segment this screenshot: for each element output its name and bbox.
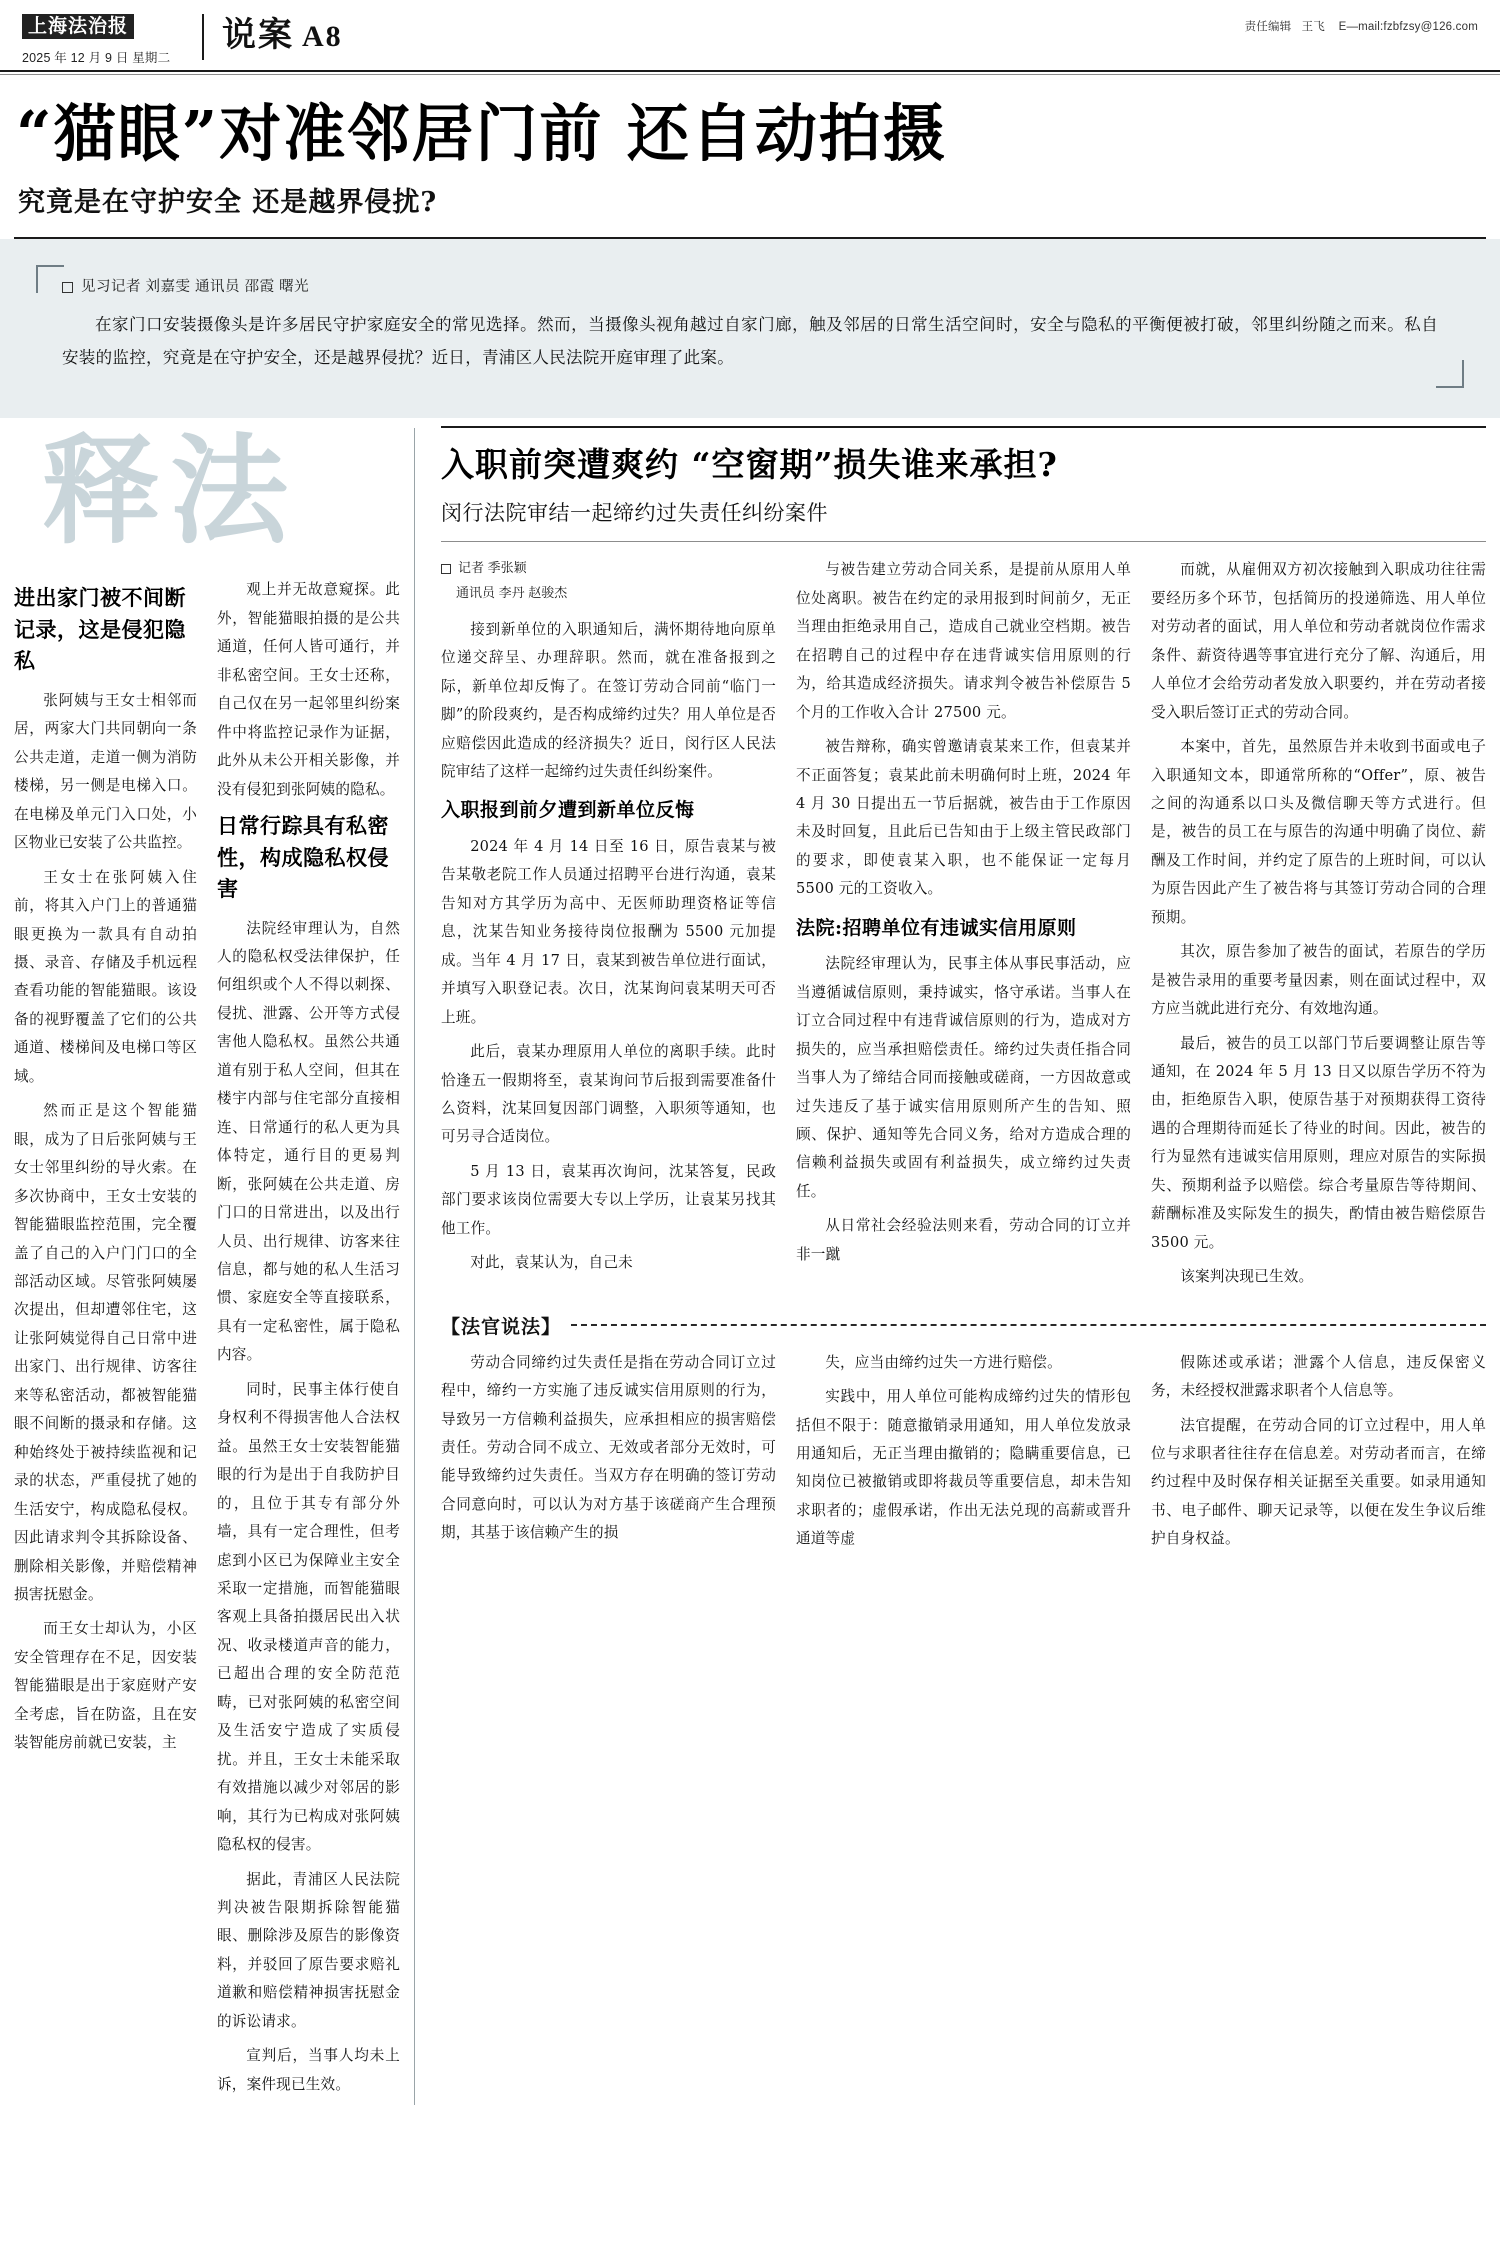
watermark-text: 释法 bbox=[42, 421, 299, 561]
paragraph: 法院经审理认为，民事主体从事民事活动，应当遵循诚信原则，秉持诚实，恪守承诺。当事人在订立合同过程中有违背诚信原则的行为，造成对方损失的，应当承担赔偿责任。缔约过失责任指合同当事人为了缔结合同而接触或磋商，一方因故意或过失违反了基于诚实信用原则所产生的告知、照顾、保护、通知等先合同义务，给对方造成合理的信赖利益损失或固有利益损失，成立缔约过失责任。 bbox=[796, 955, 1131, 1200]
editor-name: 王飞 bbox=[1301, 21, 1325, 33]
section-title-block bbox=[222, 14, 343, 55]
second-column-3 bbox=[1151, 556, 1486, 1297]
paragraph: 5 月 13 日，袁某再次询问，沈某答复，民政部门要求该岗位需要大专以上学历，让袁某另找其他工作。 bbox=[441, 1162, 776, 1237]
paragraph: 失，应当由缔约过失一方进行赔偿。 bbox=[825, 1353, 1062, 1371]
left-pane bbox=[14, 418, 414, 2105]
paragraph: 而就，从雇佣双方初次接触到入职成功往往需要经历多个环节，包括简历的投递筛选、用人单位对劳动者的面试，用人单位和劳动者就岗位作需求条件、薪资待遇等事宜进行充分了解、沟通后，用人单位才会给劳动者发放入职要约，并在劳动者接受入职后签订正式的劳动合同。 bbox=[1151, 561, 1486, 721]
judge-commentary-label: 【法官说法】 bbox=[441, 1315, 562, 1338]
paragraph: 据此，青浦区人民法院判决被告限期拆除智能猫眼、删除涉及原告的影像资料，并驳回了原告要求赔礼道歉和赔偿精神损害抚慰金的诉讼请求。 bbox=[217, 1870, 400, 2030]
judge-commentary-header bbox=[441, 1312, 1486, 1339]
main-byline-text: 见习记者 刘嘉雯 通讯员 邵霞 曙光 bbox=[81, 279, 310, 296]
main-section-heading-2: 日常行踪具有私密性，构成隐私权侵害 bbox=[217, 813, 389, 902]
second-byline bbox=[441, 556, 776, 605]
second-subheadline: 闵行法院审结一起缔约过失责任纠纷案件 bbox=[441, 501, 828, 526]
main-headline: “猫眼”对准邻居门前 还自动拍摄 bbox=[16, 97, 947, 170]
second-article-columns bbox=[441, 556, 1486, 1297]
second-byline-reporter: 记者 季张颖 bbox=[458, 560, 527, 576]
column-divider bbox=[414, 428, 415, 2105]
paragraph: 而王女士却认为，小区安全管理存在不足，因安装智能猫眼是出于家庭财产安全考虑，旨在防盗，且在安装智能房前就已安装，主 bbox=[14, 1620, 197, 1752]
second-byline-correspondent: 通讯员 李丹 赵骏杰 bbox=[456, 585, 568, 601]
second-article-top-rule bbox=[441, 426, 1486, 428]
paragraph: 与被告建立劳动合同关系，是提前从原用人单位处离职。被告在约定的录用报到时间前夕，无正当理由拒绝录用自己，造成自己就业空档期。被告在招聘自己的过程中存在违背诚实信用原则的行为，给其造成经济损失。请求判令被告补偿原告 5 个月的工作收入合计 27500 元。 bbox=[796, 561, 1131, 721]
paragraph: 劳动合同缔约过失责任是指在劳动合同订立过程中，缔约一方实施了违反诚实信用原则的行为，导致另一方信赖利益损失，应承担相应的损害赔偿责任。劳动合同不成立、无效或者部分无效时，可能导致缔约过失责任。当双方存在明确的签订劳动合同意向时，可以认为对方基于该磋商产生合理预期，其基于该信赖产生的损 bbox=[441, 1353, 776, 1542]
paragraph: 接到新单位的入职通知后，满怀期待地向原单位递交辞呈、办理辞职。然而，就在准备报到之际，新单位却反悔了。在签订劳动合同前“临门一脚”的阶段爽约，是否构成缔约过失？用人单位是否应赔偿因此造成的经济损失？近日，闵行区人民法院审结了这样一起缔约过失责任纠纷案件。 bbox=[441, 620, 776, 780]
paragraph: 法官提醒，在劳动合同的订立过程中，用人单位与求职者往往存在信息差。对劳动者而言，在缔约过程中及时保存相关证据至关重要。如录用通知书、电子邮件、聊天记录等，以便在发生争议后维护自身权益。 bbox=[1151, 1416, 1486, 1548]
paragraph: 被告辩称，确实曾邀请袁某来工作，但袁某并不正面答复；袁某此前未明确何时上班，2024 年 4 月 30 日提出五一节后据就，被告由于工作原因未及时回复，且此后已告知由于上级主管民政部门的要求，即使袁某入职，也不能保证一定每月 5500 元的工资收入。 bbox=[796, 738, 1131, 898]
paragraph: 本案中，首先，虽然原告并未收到书面或电子入职通知文本，即通常所称的“Offer”，原、被告之间的沟通系以口头及微信聊天等方式进行。但是，被告的员工在与原告的沟通中明确了岗位、薪酬及工作时间，并约定了原告的上班时间，可以认为原告因此产生了被告将与其签订劳动合同的合理预期。 bbox=[1151, 738, 1486, 926]
paragraph: 同时，民事主体行使自身权利不得损害他人合法权益。虽然王女士安装智能猫眼的行为是出于自我防护目的，且位于其专有部分外墙，具有一定合理性，但考虑到小区已为保障业主安全采取一定措施，而智能猫眼客观上具备拍摄居民出入状况、收录楼道声音的能力，已超出合理的安全防范范畴，已对张阿姨的私密空间及生活安宁造成了实质侵扰。并且，王女士未能采取有效措施以减少对邻居的影响，其行为已构成对张阿姨隐私权的侵害。 bbox=[217, 1380, 400, 1854]
publication-logo-block bbox=[22, 14, 202, 66]
masthead bbox=[0, 0, 1500, 65]
publication-logo: 上海法治报 bbox=[22, 14, 134, 39]
page-number: A8 bbox=[302, 20, 343, 53]
judge-column-2 bbox=[796, 1349, 1131, 1560]
main-byline bbox=[62, 275, 1438, 296]
paragraph: 2024 年 4 月 14 日至 16 日，原告袁某与被告某敬老院工作人员通过招聘平台进行沟通，袁某告知对方其学历为高中、无医师助理资格证等信息，沈某告知业务接待岗位报酬为 5500 元加提成。当年 4 月 17 日，袁某到被告单位进行面试，并填写入职登记表。次日，沈某询问袁某明天可否上班。 bbox=[441, 837, 776, 1026]
paragraph: 最后，被告的员工以部门节后要调整让原告等通知，在 2024 年 5 月 13 日又以原告学历不符为由，拒绝原告入职，使原告基于对预期获得工资待遇的合理期待而延长了待业的时间。因此，被告的行为显然有违诚实信用原则，理应对原告的实际损失、预期利益予以赔偿。综合考量原告等待期间、薪酬标准及实际发生的损失，酌情由被告赔偿原告 3500 元。 bbox=[1151, 1034, 1486, 1251]
lead-box bbox=[36, 265, 1464, 388]
body-area bbox=[0, 418, 1500, 2125]
editor-email: E—mail:fzbfzsy@126.com bbox=[1338, 21, 1478, 33]
dashed-rule bbox=[571, 1324, 1486, 1326]
second-column-2 bbox=[796, 556, 1131, 1297]
judge-column-3 bbox=[1151, 1349, 1486, 1560]
main-article-columns bbox=[14, 576, 400, 2105]
masthead-rule bbox=[0, 70, 1500, 72]
right-pane bbox=[427, 418, 1486, 2105]
main-headline-block bbox=[0, 75, 1500, 219]
paragraph: 王女士在张阿姨入住前，将其入户门上的普通猫眼更换为一款具有自动拍摄、录音、存储及手机远程查看功能的智能猫眼。该设备的视野覆盖了它们的公共通道、楼梯间及电梯口等区域。 bbox=[14, 868, 197, 1085]
watermark-shifa bbox=[14, 418, 400, 576]
main-column-2 bbox=[217, 576, 400, 2105]
paragraph: 观上并无故意窥探。此外，智能猫眼拍摄的是公共通道，任何人皆可通行，并非私密空间。王女士还称，自己仅在另一起邻里纠纷案件中将监控记录作为证据，此外从未公开相关影像，并没有侵犯到张阿姨的隐私。 bbox=[217, 581, 400, 798]
paragraph: 宣判后，当事人均未上诉，案件现已生效。 bbox=[217, 2047, 400, 2093]
main-subheadline: 究竟是在守护安全 还是越界侵扰? bbox=[18, 187, 438, 219]
masthead-divider bbox=[202, 14, 204, 60]
paragraph: 然而正是这个智能猫眼，成为了日后张阿姨与王女士邻里纠纷的导火索。在多次协商中，王女士安装的智能猫眼监控范围，完全覆盖了自己的入户门门口的全部活动区域。尽管张阿姨屡次提出，但却遭邻住宅，这让张阿姨觉得自己日常中进出家门、出行规律、访客往来等私密活动，都被智能猫眼不间断的摄录和存储。这种始终处于被持续监视和记录的状态，严重侵扰了她的生活安宁，构成隐私侵权。因此请求判令其拆除设备、删除相关影像，并赔偿精神损害抚慰金。 bbox=[14, 1102, 197, 1603]
paragraph: 法院经审理认为，自然人的隐私权受法律保护，任何组织或个人不得以刺探、侵扰、泄露、公开等方式侵害他人隐私权。虽然公共通道有别于私人空间，但其在楼宇内部与住宅部分直接相连、日常通行的私人更为具体特定，通行目的更易判断，张阿姨在公共走道、房门口的日常进出，以及出行人员、出行规律、访客来往信息，都与她的私人生活习惯、家庭安全等直接联系，具有一定私密性，属于隐私内容。 bbox=[217, 919, 400, 1364]
square-bullet-icon bbox=[62, 282, 73, 293]
masthead-credits bbox=[1245, 14, 1478, 34]
square-bullet-icon bbox=[441, 564, 451, 574]
paragraph: 实践中，用人单位可能构成缔约过失的情形包括但不限于：随意撤销录用通知，用人单位发放录用通知后，无正当理由撤销的；隐瞒重要信息，已知岗位已被撤销或即将裁员等重要信息，却未告知求职者的；虚假承诺，作出无法兑现的高薪或晋升通道等虚 bbox=[796, 1388, 1131, 1548]
paragraph: 其次，原告参加了被告的面试，若原告的学历是被告录用的重要考量因素，则在面试过程中，双方应当就此进行充分、有效地沟通。 bbox=[1151, 943, 1486, 1018]
main-column-1 bbox=[14, 576, 197, 2105]
second-article-rule bbox=[441, 541, 1486, 542]
main-section-heading-1: 进出家门被不间断记录，这是侵犯隐私 bbox=[14, 585, 186, 674]
judge-commentary-columns bbox=[441, 1349, 1486, 1560]
lead-zone bbox=[0, 239, 1500, 418]
paragraph: 假陈述或承诺；泄露个人信息，违反保密义务，未经授权泄露求职者个人信息等。 bbox=[1151, 1353, 1486, 1400]
paragraph: 张阿姨与王女士相邻而居，两家大门共同朝向一条公共走道，走道一侧为消防楼梯，另一侧是电梯入口。在电梯及单元门入口处，小区物业已安装了公共监控。 bbox=[14, 691, 197, 852]
second-headline: 入职前突遭爽约 “空窗期”损失谁来承担? bbox=[441, 445, 1058, 485]
editor-label: 责任编辑 bbox=[1244, 21, 1292, 33]
judge-column-1 bbox=[441, 1349, 776, 1560]
second-column-1 bbox=[441, 556, 776, 1297]
second-section-heading-1: 入职报到前夕遭到新单位反悔 bbox=[441, 799, 695, 822]
main-lead-paragraph: 在家门口安装摄像头是许多居民守护家庭安全的常见选择。然而，当摄像头视角越过自家门廊，触及邻居的日常生活空间时，安全与隐私的平衡便被打破，邻里纠纷随之而来。私自安装的监控，究竟是在守护安全，还是越界侵扰？近日，青浦区人民法院开庭审理了此案。 bbox=[62, 315, 1438, 368]
publication-date: 2025 年 12 月 9 日 星期二 bbox=[22, 50, 171, 65]
paragraph: 该案判决现已生效。 bbox=[1180, 1268, 1314, 1286]
paragraph: 此后，袁某办理原用人单位的离职手续。此时恰逢五一假期将至，袁某询问节后报到需要准备什么资料，沈某回复因部门调整，入职须等通知，也可另寻合适岗位。 bbox=[441, 1043, 776, 1146]
paragraph: 对此，袁某认为，自己未 bbox=[470, 1254, 633, 1272]
section-name: 说案 bbox=[222, 15, 294, 55]
paragraph: 从日常社会经验法则来看，劳动合同的订立并非一蹴 bbox=[796, 1217, 1131, 1263]
second-section-heading-2: 法院:招聘单位有违诚实信用原则 bbox=[796, 916, 1077, 939]
